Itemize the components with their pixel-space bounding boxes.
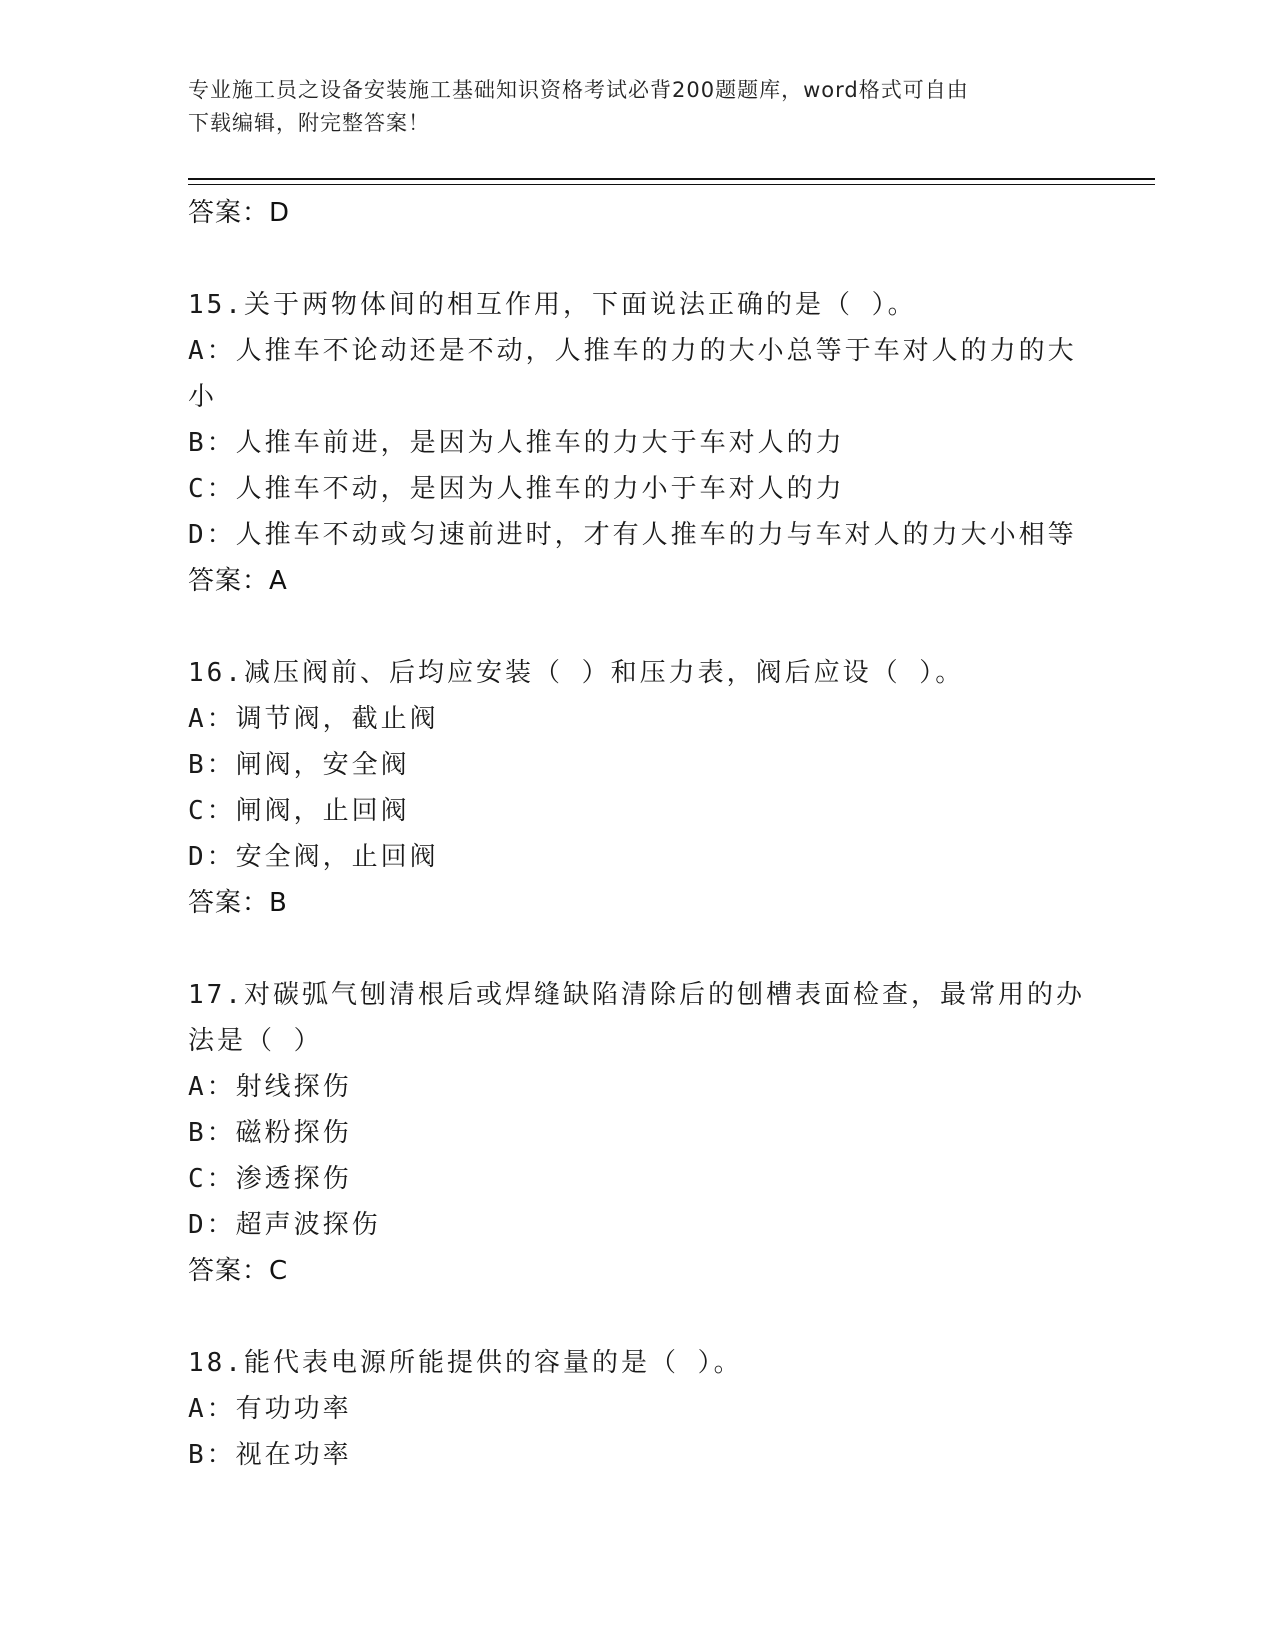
header-divider-thin <box>188 184 1155 185</box>
question-list <box>188 282 1088 1478</box>
answer-option: A：调节阀，截止阀 <box>188 704 439 734</box>
answer-option: B：闸阀，安全阀 <box>188 750 410 780</box>
answer-option: A：射线探伤 <box>188 1072 352 1102</box>
answer-option: 小 <box>188 382 218 412</box>
answer-option: C：闸阀，止回阀 <box>188 796 410 826</box>
header-line-1: 专业施工员之设备安装施工基础知识资格考试必背200题题库，word格式可自由 <box>188 78 969 102</box>
question-stem: 17.对碳弧气刨清根后或焊缝缺陷清除后的刨槽表面检查，最常用的办 <box>188 980 1085 1010</box>
question-stem: 18.能代表电源所能提供的容量的是（ ）。 <box>188 1348 743 1378</box>
question-block <box>188 1340 1088 1478</box>
answer-option: B：人推车前进，是因为人推车的力大于车对人的力 <box>188 428 845 458</box>
answer-line: 答案：C <box>188 1256 289 1286</box>
question-block <box>188 650 1088 926</box>
document-header <box>188 74 1068 140</box>
answer-option: D：人推车不动或匀速前进时，才有人推车的力与车对人的力大小相等 <box>188 520 1077 550</box>
answer-option: D：超声波探伤 <box>188 1210 381 1240</box>
question-block <box>188 282 1088 604</box>
question-block <box>188 972 1088 1294</box>
answer-option: B：磁粉探伤 <box>188 1118 352 1148</box>
answer-option: A：人推车不论动还是不动，人推车的力的大小总等于车对人的力的大 <box>188 336 1077 366</box>
header-line-2: 下载编辑，附完整答案！ <box>188 111 430 135</box>
answer-line: 答案：A <box>188 566 288 596</box>
answer-option: C：渗透探伤 <box>188 1164 352 1194</box>
question-stem: 法是（ ） <box>188 1026 323 1056</box>
answer-line: 答案：D <box>188 198 291 228</box>
question-stem: 16.减压阀前、后均应安装（ ）和压力表，阀后应设（ ）。 <box>188 658 965 688</box>
answer-option: D：安全阀，止回阀 <box>188 842 439 872</box>
header-divider-thick <box>188 178 1155 180</box>
answer-option: B：视在功率 <box>188 1440 352 1470</box>
answer-option: C：人推车不动，是因为人推车的力小于车对人的力 <box>188 474 845 504</box>
question-stem: 15.关于两物体间的相互作用，下面说法正确的是（ ）。 <box>188 290 917 320</box>
answer-option: A：有功功率 <box>188 1394 352 1424</box>
answer-line: 答案：B <box>188 888 288 918</box>
question-content <box>188 190 1088 1478</box>
